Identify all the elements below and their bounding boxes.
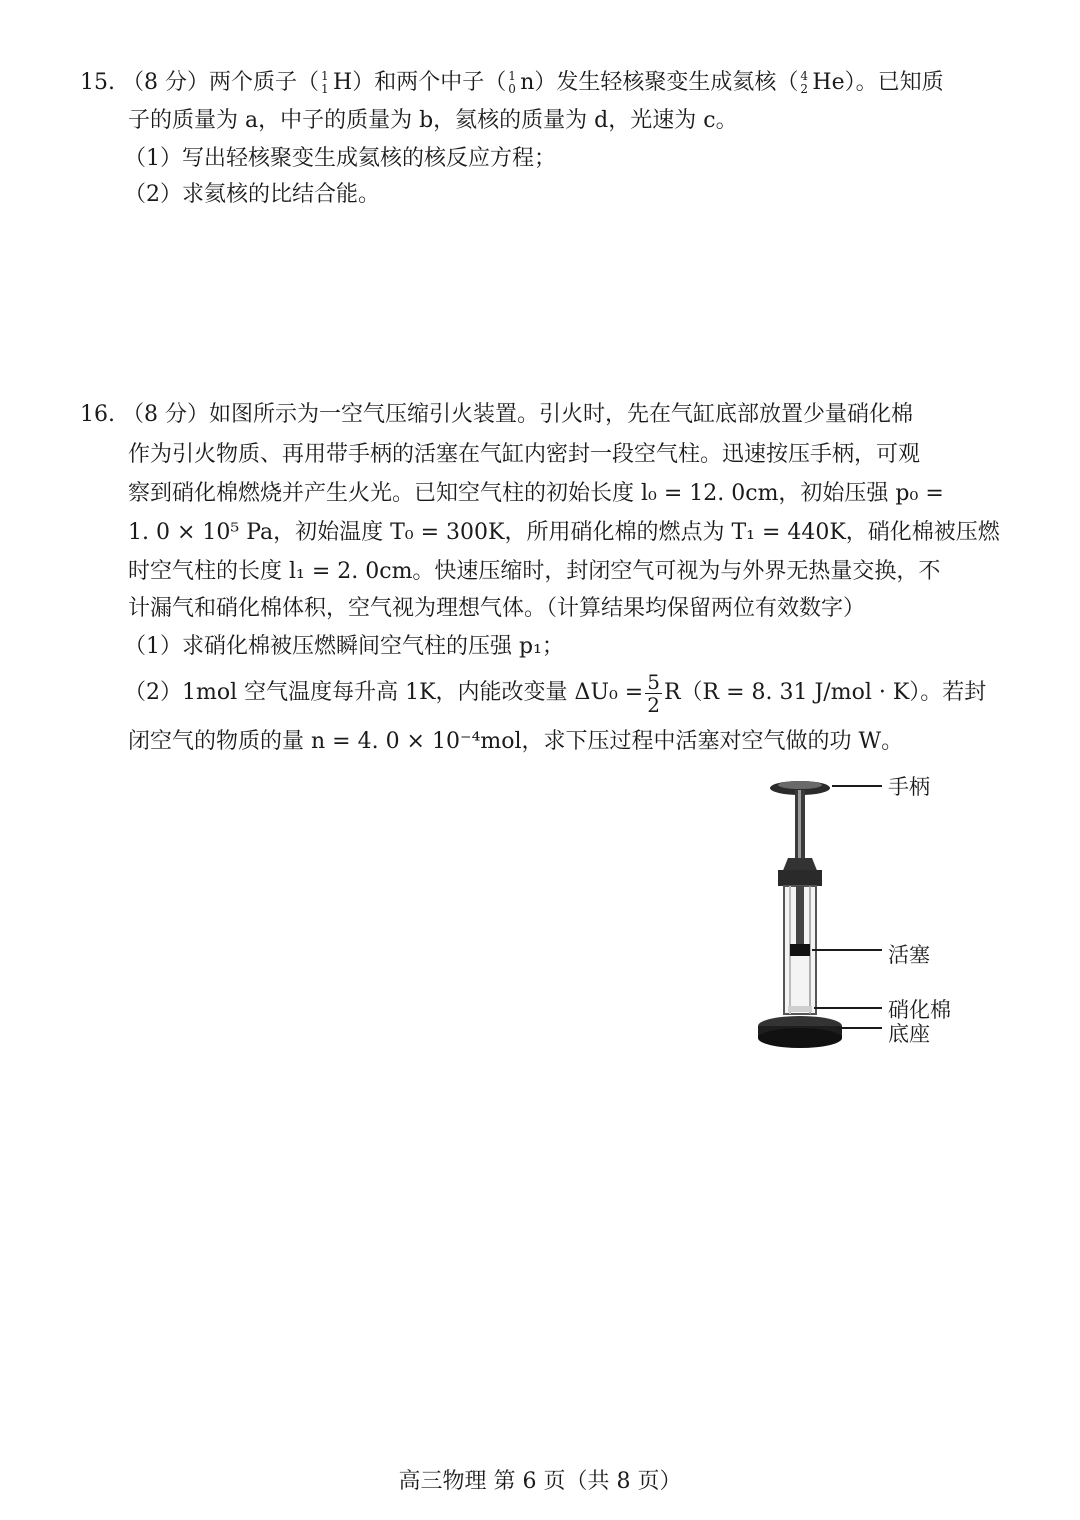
q15-text-a: （8 分）两个质子（ xyxy=(122,70,319,95)
q16-line-4: 1. 0 × 10⁵ Pa，初始温度 T₀ = 300K，所用硝化棉的燃点为 T₁ = 440K，硝化棉被压燃 xyxy=(128,520,1000,545)
q15-text-c: ）发生轻核聚变生成氦核（ xyxy=(534,70,799,95)
label-handle: 手柄 xyxy=(888,775,930,799)
q16-line-1 xyxy=(80,400,913,430)
q15-part-2: （2）求氦核的比结合能。 xyxy=(124,182,380,207)
q15-part-1: （1）写出轻核聚变生成氦核的核反应方程； xyxy=(124,146,556,171)
helium-letter: He xyxy=(812,70,845,95)
q15-line-2: 子的质量为 a，中子的质量为 b，氦核的质量为 d，光速为 c。 xyxy=(128,108,738,133)
q16-part-2-text-a: （2）1mol 空气温度每升高 1K，内能改变量 ΔU₀ = xyxy=(124,680,644,705)
q15-text-b: ）和两个中子（ xyxy=(352,70,507,95)
helium-symbol: 4 2 xyxy=(800,69,809,96)
q15-number: 15. xyxy=(80,70,115,95)
q16-part-2 xyxy=(124,668,986,718)
q16-line-6: 计漏气和硝化棉体积，空气视为理想气体。（计算结果均保留两位有效数字） xyxy=(128,596,866,621)
q16-number: 16. xyxy=(80,402,115,427)
proton-symbol: 1 1 xyxy=(321,69,329,96)
label-cotton: 硝化棉 xyxy=(888,998,951,1022)
q15-text-d: ）。已知质 xyxy=(844,70,944,95)
q16-line-3: 察到硝化棉燃烧并产生火光。已知空气柱的初始长度 l₀ = 12. 0cm，初始压强 p₀ = xyxy=(128,481,944,506)
proton-letter: H xyxy=(333,70,353,95)
q16-line-9: 闭空气的物质的量 n = 4. 0 × 10⁻⁴mol，求下压过程中活塞对空气做的功 W。 xyxy=(128,729,904,754)
five-halves-fraction: $\frac{5}{2}$ xyxy=(647,669,660,717)
neutron-symbol: 1 0 xyxy=(508,69,516,96)
q16-text-1: （8 分）如图所示为一空气压缩引火装置。引火时，先在气缸底部放置少量硝化棉 xyxy=(122,402,913,427)
igniter-drawing xyxy=(740,770,980,1070)
q15-line-1 xyxy=(80,68,944,98)
label-piston: 活塞 xyxy=(888,943,930,967)
q16-part-1: （1）求硝化棉被压燃瞬间空气柱的压强 p₁； xyxy=(124,634,564,659)
q16-line-2: 作为引火物质、再用带手柄的活塞在气缸内密封一段空气柱。迅速按压手柄，可观 xyxy=(128,442,921,467)
label-base: 底座 xyxy=(888,1022,930,1046)
neutron-letter: n xyxy=(520,70,535,95)
compression-igniter-figure xyxy=(740,770,980,1070)
q16-part-2-text-b: R（R = 8. 31 J/mol · K）。若封 xyxy=(663,680,987,705)
page-footer: 高三物理 第 6 页（共 8 页） xyxy=(398,1469,682,1494)
q16-line-5: 时空气柱的长度 l₁ = 2. 0cm。快速压缩时，封闭空气可视为与外界无热量交换，不 xyxy=(128,559,941,584)
